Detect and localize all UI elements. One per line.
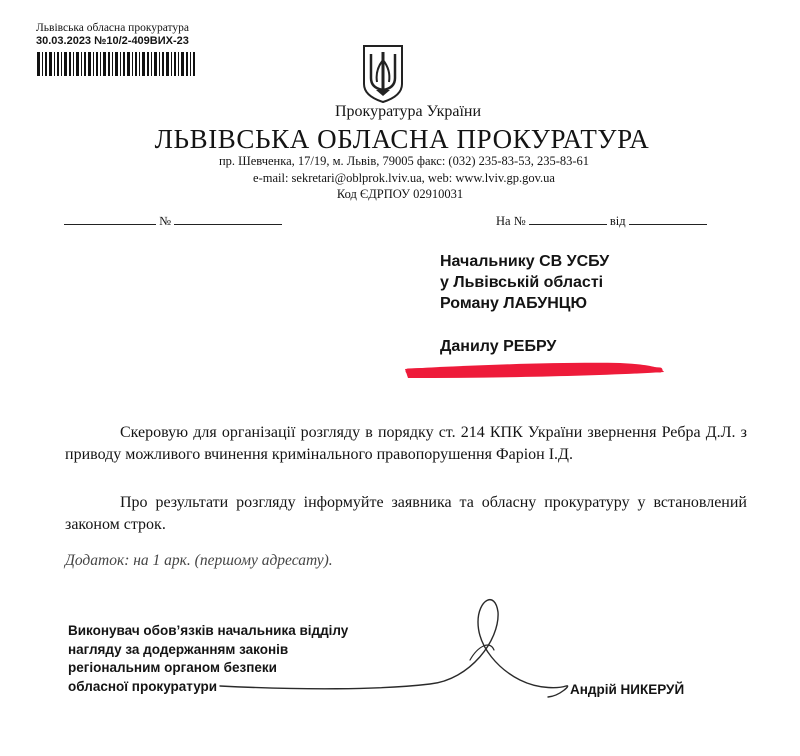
- on-number-blank: [529, 213, 607, 225]
- attachment-note: Додаток: на 1 арк. (першому адресату).: [65, 552, 333, 569]
- outgoing-reference: [64, 213, 282, 229]
- number-blank: [174, 213, 282, 225]
- incoming-reference: [496, 213, 707, 229]
- registration-stamp: [36, 22, 211, 48]
- recipient-name: Роману ЛАБУНЦЮ: [440, 295, 587, 312]
- signatory-line-3: регіональним органом безпеки: [68, 660, 277, 675]
- date-blank: [64, 213, 156, 225]
- stamp-reg-number: 30.03.2023 №10/2-409ВИХ-23: [36, 35, 189, 47]
- stamp-org: Львівська обласна прокуратура: [36, 22, 190, 34]
- recipient-block: [440, 251, 609, 314]
- header-address: пр. Шевченка, 17/19, м. Львів, 79005 факс: (032) 235-83-53, 235-83-61: [218, 154, 590, 168]
- recipient-title: Начальнику СВ УСБУ: [440, 253, 610, 270]
- header-contacts: e-mail: sekretari@oblprok.lviv.ua, web: www.lviv.gp.gov.ua: [253, 171, 555, 185]
- signatory-line-2: нагляду за додержанням законів: [68, 641, 289, 657]
- signatory-line-1: Виконувач обов’язків начальника відділу: [68, 623, 349, 638]
- second-recipient: Данилу РЕБРУ: [440, 338, 557, 355]
- body-paragraph-1: Скеровую для організації розгляду в порядку ст. 214 КПК України звернення Ребра Д.Л. з приводу можливого вчинення кримінального правопорушення Фаріон І.Д.: [65, 424, 747, 463]
- number-label: №: [159, 214, 172, 228]
- from-label: від: [609, 214, 626, 228]
- barcode: [37, 52, 195, 76]
- from-date-blank: [629, 213, 707, 225]
- signatory-position: [68, 622, 348, 696]
- on-number-label: На №: [496, 214, 526, 228]
- header-edrpou: Код ЄДРПОУ 02910031: [336, 187, 464, 201]
- recipient-region: у Львівській області: [440, 274, 604, 291]
- trident-icon: [360, 40, 406, 104]
- signatory-name: Андрій НИКЕРУЙ: [570, 682, 685, 697]
- header-office-name: ЛЬВІВСЬКА ОБЛАСНА ПРОКУРАТУРА: [154, 124, 650, 154]
- header-country: Прокуратура України: [334, 103, 482, 120]
- signatory-line-4: обласної прокуратури: [68, 678, 218, 694]
- body-paragraph-2: Про результати розгляду інформуйте заявника та обласну прокуратуру у встановлений законом строк.: [65, 494, 747, 533]
